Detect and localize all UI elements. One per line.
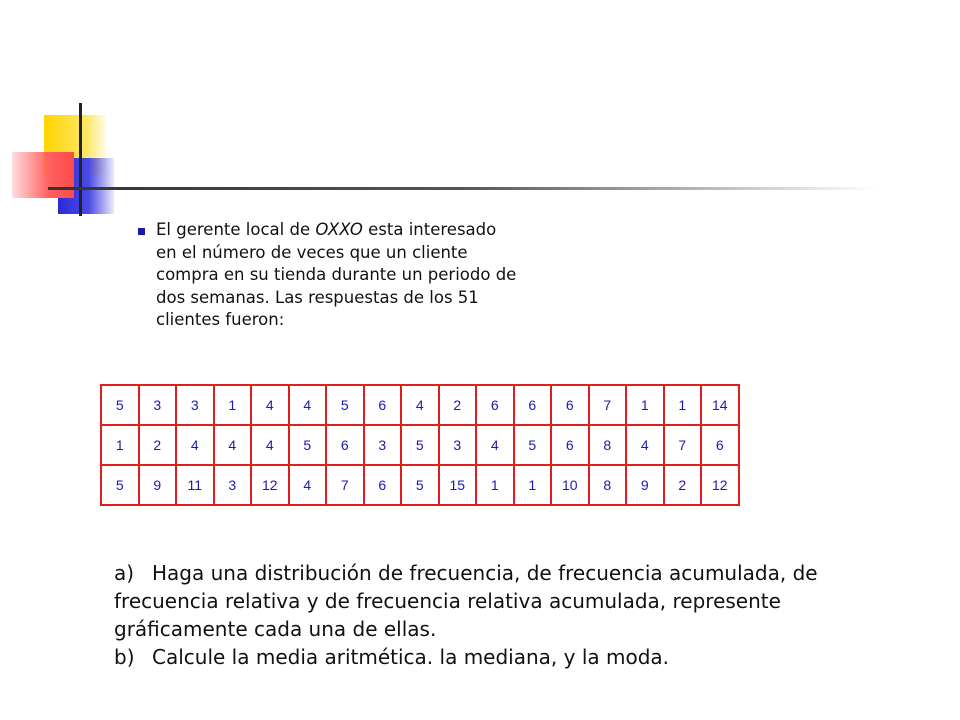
table-cell: 1 bbox=[664, 385, 702, 425]
table-cell: 3 bbox=[176, 385, 214, 425]
table-cell: 3 bbox=[439, 425, 477, 465]
table-cell: 6 bbox=[326, 425, 364, 465]
table-cell: 5 bbox=[101, 465, 139, 505]
question-b-text: Calcule la media aritmética. la mediana, y la moda. bbox=[152, 645, 670, 669]
table-cell: 5 bbox=[401, 465, 439, 505]
table-cell: 2 bbox=[139, 425, 177, 465]
table-cell: 7 bbox=[589, 385, 627, 425]
table-cell: 9 bbox=[139, 465, 177, 505]
table-cell: 7 bbox=[326, 465, 364, 505]
table-cell: 6 bbox=[514, 385, 552, 425]
table-cell: 4 bbox=[251, 385, 289, 425]
questions-block bbox=[114, 559, 914, 671]
table-cell: 6 bbox=[551, 385, 589, 425]
horizontal-rule bbox=[48, 187, 878, 190]
question-a bbox=[114, 559, 914, 643]
table-cell: 2 bbox=[439, 385, 477, 425]
table-cell: 4 bbox=[626, 425, 664, 465]
problem-text bbox=[156, 219, 518, 332]
vertical-rule bbox=[79, 103, 82, 216]
table-row bbox=[101, 385, 739, 425]
question-b-tag: b) bbox=[114, 645, 135, 669]
text-before-brand: El gerente local de bbox=[156, 220, 316, 239]
table-cell: 1 bbox=[101, 425, 139, 465]
question-a-tag: a) bbox=[114, 561, 135, 585]
table-cell: 5 bbox=[101, 385, 139, 425]
table-cell: 8 bbox=[589, 425, 627, 465]
table-cell: 6 bbox=[551, 425, 589, 465]
table-cell: 6 bbox=[364, 385, 402, 425]
table-cell: 3 bbox=[214, 465, 252, 505]
table-cell: 6 bbox=[364, 465, 402, 505]
table-cell: 4 bbox=[214, 425, 252, 465]
responses-table bbox=[100, 384, 740, 506]
table-cell: 4 bbox=[476, 425, 514, 465]
table-cell: 1 bbox=[514, 465, 552, 505]
table-cell: 5 bbox=[326, 385, 364, 425]
red-square-decoration bbox=[12, 152, 74, 198]
table-row bbox=[101, 465, 739, 505]
table-cell: 14 bbox=[701, 385, 739, 425]
table-cell: 7 bbox=[664, 425, 702, 465]
table-cell: 2 bbox=[664, 465, 702, 505]
table-cell: 3 bbox=[139, 385, 177, 425]
problem-statement bbox=[138, 219, 518, 332]
table-row bbox=[101, 425, 739, 465]
bullet-square-icon bbox=[138, 228, 145, 235]
table-cell: 9 bbox=[626, 465, 664, 505]
table-cell: 15 bbox=[439, 465, 477, 505]
table-cell: 5 bbox=[289, 425, 327, 465]
table-cell: 1 bbox=[476, 465, 514, 505]
table-cell: 1 bbox=[626, 385, 664, 425]
table-cell: 6 bbox=[701, 425, 739, 465]
table-cell: 12 bbox=[251, 465, 289, 505]
table-cell: 4 bbox=[289, 465, 327, 505]
table-cell: 5 bbox=[401, 425, 439, 465]
table-cell: 11 bbox=[176, 465, 214, 505]
table-cell: 4 bbox=[251, 425, 289, 465]
table-cell: 6 bbox=[476, 385, 514, 425]
table-cell: 1 bbox=[214, 385, 252, 425]
table-cell: 8 bbox=[589, 465, 627, 505]
text-after-brand: esta interesado en el número de veces que un cliente compra en su tienda durante un periodo de dos semanas. Las respuestas de los 51 clientes fueron: bbox=[156, 220, 517, 329]
question-a-text: Haga una distribución de frecuencia, de frecuencia acumulada, de frecuencia relativa y de frecuencia relativa acumulada, represente gráficamente cada una de ellas. bbox=[114, 561, 818, 641]
table-cell: 10 bbox=[551, 465, 589, 505]
table-cell: 3 bbox=[364, 425, 402, 465]
table-cell: 4 bbox=[289, 385, 327, 425]
table-cell: 4 bbox=[176, 425, 214, 465]
table-cell: 5 bbox=[514, 425, 552, 465]
table-cell: 4 bbox=[401, 385, 439, 425]
question-b bbox=[114, 643, 914, 671]
table-cell: 12 bbox=[701, 465, 739, 505]
brand-name: OXXO bbox=[315, 220, 363, 239]
